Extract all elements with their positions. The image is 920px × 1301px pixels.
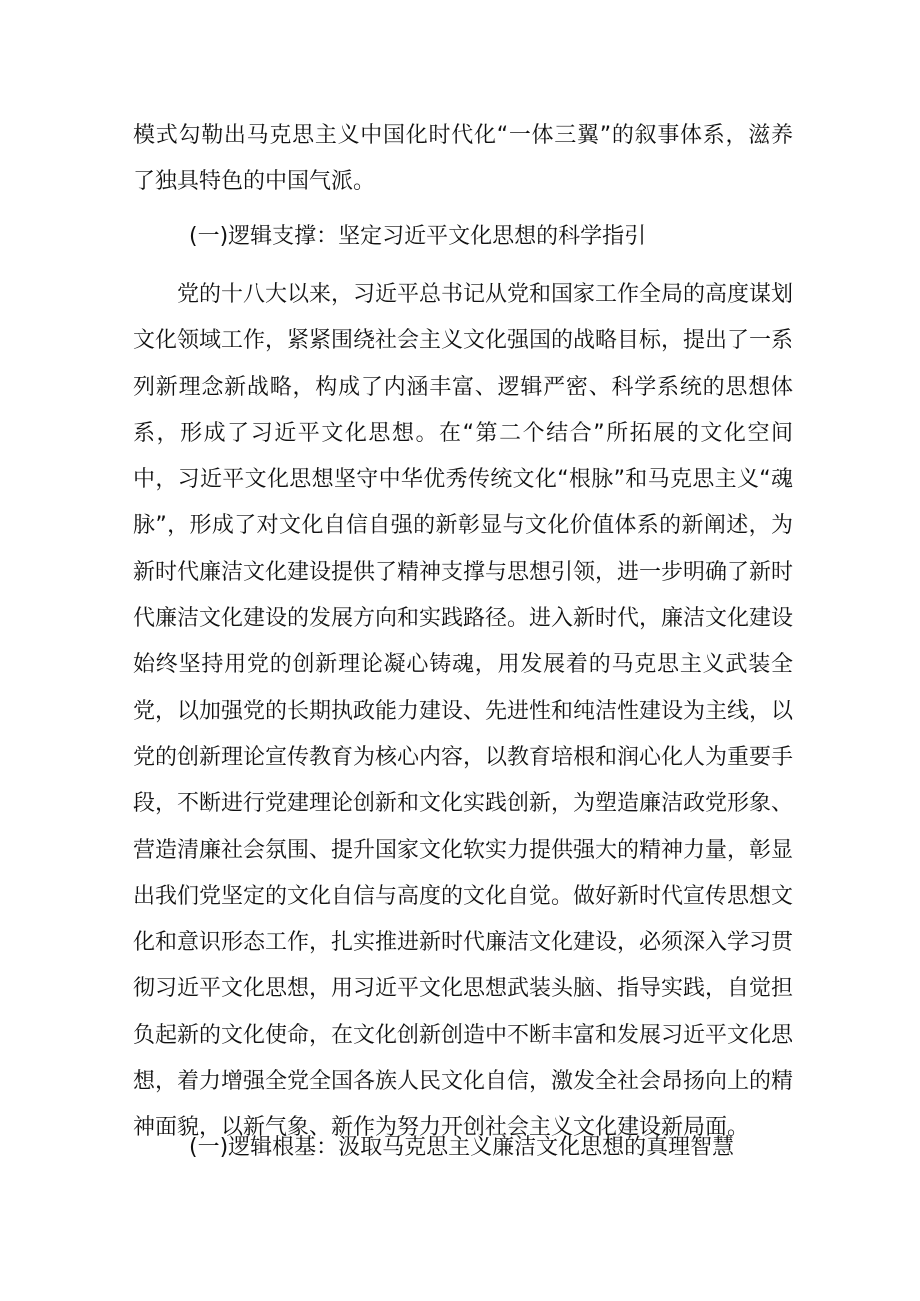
section-heading-logic-support: (一)逻辑支撑：坚定习近平文化思想的科学指引 bbox=[189, 224, 647, 249]
section-heading-logic-foundation: (一)逻辑根基：汲取马克思主义廉洁文化思想的真理智慧 bbox=[189, 1135, 735, 1160]
body-paragraph: 党的十八大以来，习近平总书记从党和国家工作全局的高度谋划文化领域工作，紧紧围绕社会主义文化强国的战略目标，提出了一系列新理念新战略，构成了内涵丰富、逻辑严密、科学系统的思想体系，形成了习近平文化思想。在“第二个结合”所拓展的文化空间中，习近平文化思想坚守中华优秀传统文化“根脉”和马克思主义“魂脉”，形成了对文化自信自强的新彰显与文化价值体系的新阐述，为新时代廉洁文化建设提供了精神支撑与思想引领，进一步明确了新时代廉洁文化建设的发展方向和实践路径。进入新时代，廉洁文化建设始终坚持用党的创新理论凝心铸魂，用发展着的马克思主义武装全党，以加强党的长期执政能力建设、先进性和纯洁性建设为主线，以党的创新理论宣传教育为核心内容，以教育培根和润心化人为重要手段，不断进行党建理论创新和文化实践创新，为塑造廉洁政党形象、营造清廉社会氛围、提升国家文化软实力提供强大的精神力量，彰显出我们党坚定的文化自信与高度的文化自觉。做好新时代宣传思想文化和意识形态工作，扎实推进新时代廉洁文化建设，必须深入学习贯彻习近平文化思想，用习近平文化思想武装头脑、指导实践，自觉担负起新的文化使命，在文化创新创造中不断丰富和发展习近平文化思想，着力增强全党全国各族人民文化自信，激发全社会昂扬向上的精神面貌，以新气象、新作为努力开创社会主义文化建设新局面。 bbox=[133, 282, 794, 1141]
continued-paragraph: 模式勾勒出马克思主义中国化时代化“一体三翼”的叙事体系，滋养了独具特色的中国气派。 bbox=[133, 123, 793, 195]
